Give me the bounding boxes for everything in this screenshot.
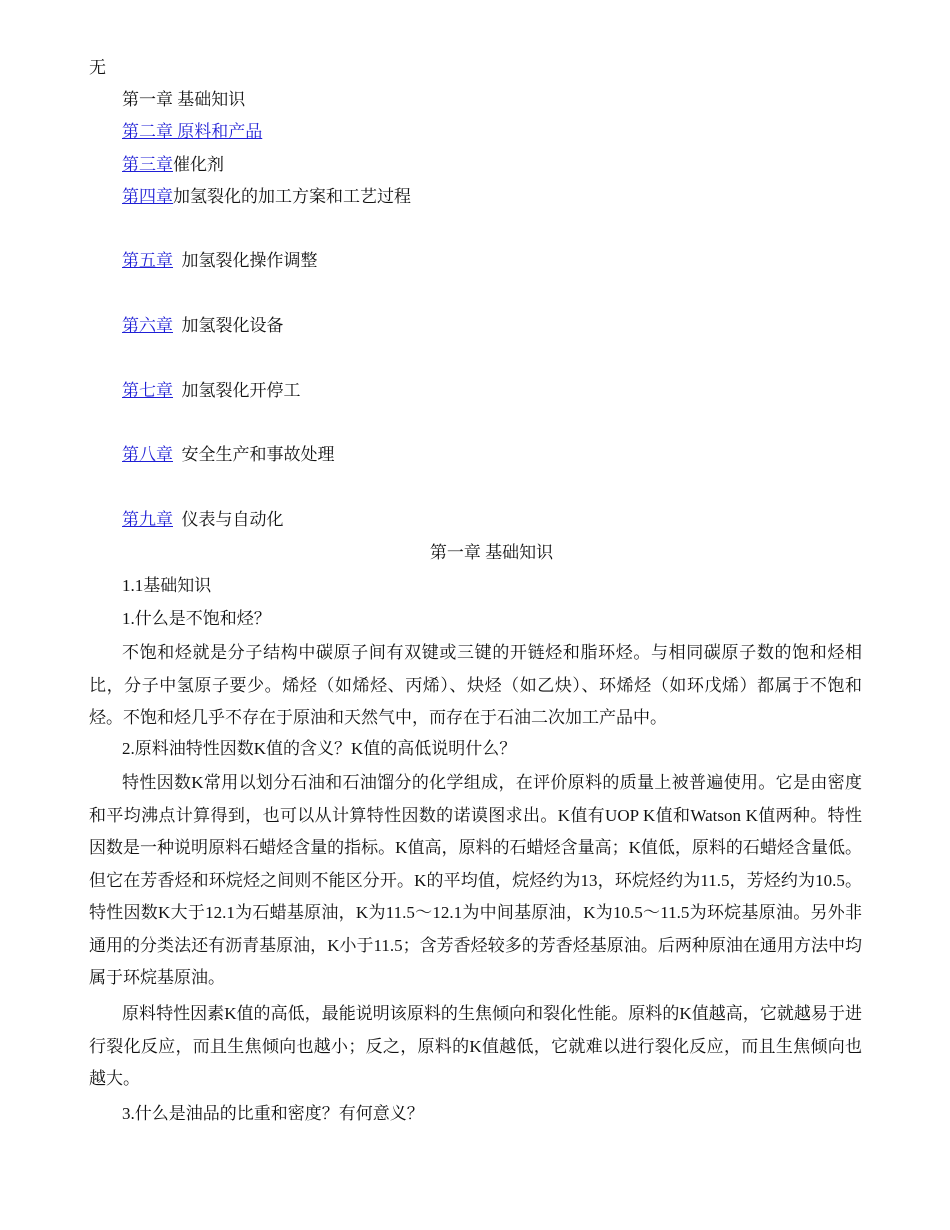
toc-chapter-8-title: 安全生产和事故处理 — [181, 445, 335, 464]
toc-chapter-1-num: 第一章 — [122, 90, 173, 109]
toc-item-chapter-1 — [122, 88, 245, 112]
toc-chapter-6-link[interactable]: 第六章 — [122, 316, 173, 335]
toc-chapter-3-link[interactable]: 第三章 — [122, 155, 173, 174]
question-3: 3.什么是油品的比重和密度？有何意义？ — [122, 1104, 424, 1123]
answer-2-paragraph-1: 特性因数K常用以划分石油和石油馏分的化学组成，在评价原料的质量上被普遍使用。它是由密度和平均沸点计算得到，也可以从计算特性因数的诺谟图求出。K值有UOP K值和Watson K值两种。特性因数是一种说明原料石蜡烃含量的指标。K值高，原料的石蜡烃含量高；K值低，原料的石蜡烃含量低。但它在芳香烃和环烷烃之间则不能区分开。K的平均值，烷烃约为13，环烷烃约为11.5，芳烃约为10.5。特性因数K大于12.1为石蜡基原油，K为11.5～12.1为中间基原油，K为10.5～11.5为环烷基原油。另外非通用的分类法还有沥青基原油，K小于11.5；含芳香烃较多的芳香烃基原油。后两种原油在通用方法中均属于环烷基原油。 — [89, 773, 862, 987]
question-1: 1.什么是不饱和烃？ — [122, 609, 271, 628]
answer-2-paragraph-2: 原料特性因素K值的高低，最能说明该原料的生焦倾向和裂化性能。原料的K值越高，它就越易于进行裂化反应，而且生焦倾向也越小；反之，原料的K值越低，它就难以进行裂化反应，而且生焦倾向也越大。 — [89, 1004, 862, 1088]
toc-item-chapter-2[interactable] — [122, 120, 262, 144]
section-title: 1.1基础知识 — [122, 576, 212, 595]
toc-item-chapter-8[interactable] — [122, 443, 335, 467]
toc-chapter-5-title: 加氢裂化操作调整 — [181, 251, 318, 270]
toc-chapter-6-title: 加氢裂化设备 — [181, 316, 284, 335]
toc-chapter-4-link[interactable]: 第四章 — [122, 187, 173, 206]
toc-item-chapter-6[interactable] — [122, 314, 284, 338]
toc-chapter-1-title: 基础知识 — [177, 90, 246, 109]
question-2: 2.原料油特性因数K值的含义？K值的高低说明什么？ — [122, 739, 517, 758]
toc-chapter-7-link[interactable]: 第七章 — [122, 381, 173, 400]
toc-chapter-5-link[interactable]: 第五章 — [122, 251, 173, 270]
toc-item-chapter-9[interactable] — [122, 508, 284, 532]
toc-item-chapter-7[interactable] — [122, 379, 301, 403]
answer-1-paragraph: 不饱和烃就是分子结构中碳原子间有双键或三键的开链烃和脂环烃。与相同碳原子数的饱和烃相比，分子中氢原子要少。烯烃（如烯烃、丙烯）、炔烃（如乙炔）、环烯烃（如环戊烯）都属于不饱和烃。不饱和烃几乎不存在于原油和天然气中，而存在于石油二次加工产品中。 — [89, 643, 862, 727]
toc-chapter-2-link[interactable]: 第二章 原料和产品 — [122, 122, 263, 141]
toc-chapter-8-link[interactable]: 第八章 — [122, 445, 173, 464]
chapter-title: 第一章 基础知识 — [429, 543, 554, 562]
toc-chapter-9-title: 仪表与自动化 — [181, 510, 284, 529]
toc-item-chapter-4[interactable] — [122, 185, 411, 209]
toc-item-chapter-5[interactable] — [122, 249, 318, 273]
toc-item-chapter-3[interactable] — [122, 153, 224, 177]
toc-chapter-4-title: 加氢裂化的加工方案和工艺过程 — [173, 187, 411, 206]
toc-chapter-7-title: 加氢裂化开停工 — [181, 381, 301, 400]
header-mark: 无 — [89, 58, 106, 77]
toc-chapter-9-link[interactable]: 第九章 — [122, 510, 173, 529]
toc-chapter-3-title: 催化剂 — [173, 155, 224, 174]
